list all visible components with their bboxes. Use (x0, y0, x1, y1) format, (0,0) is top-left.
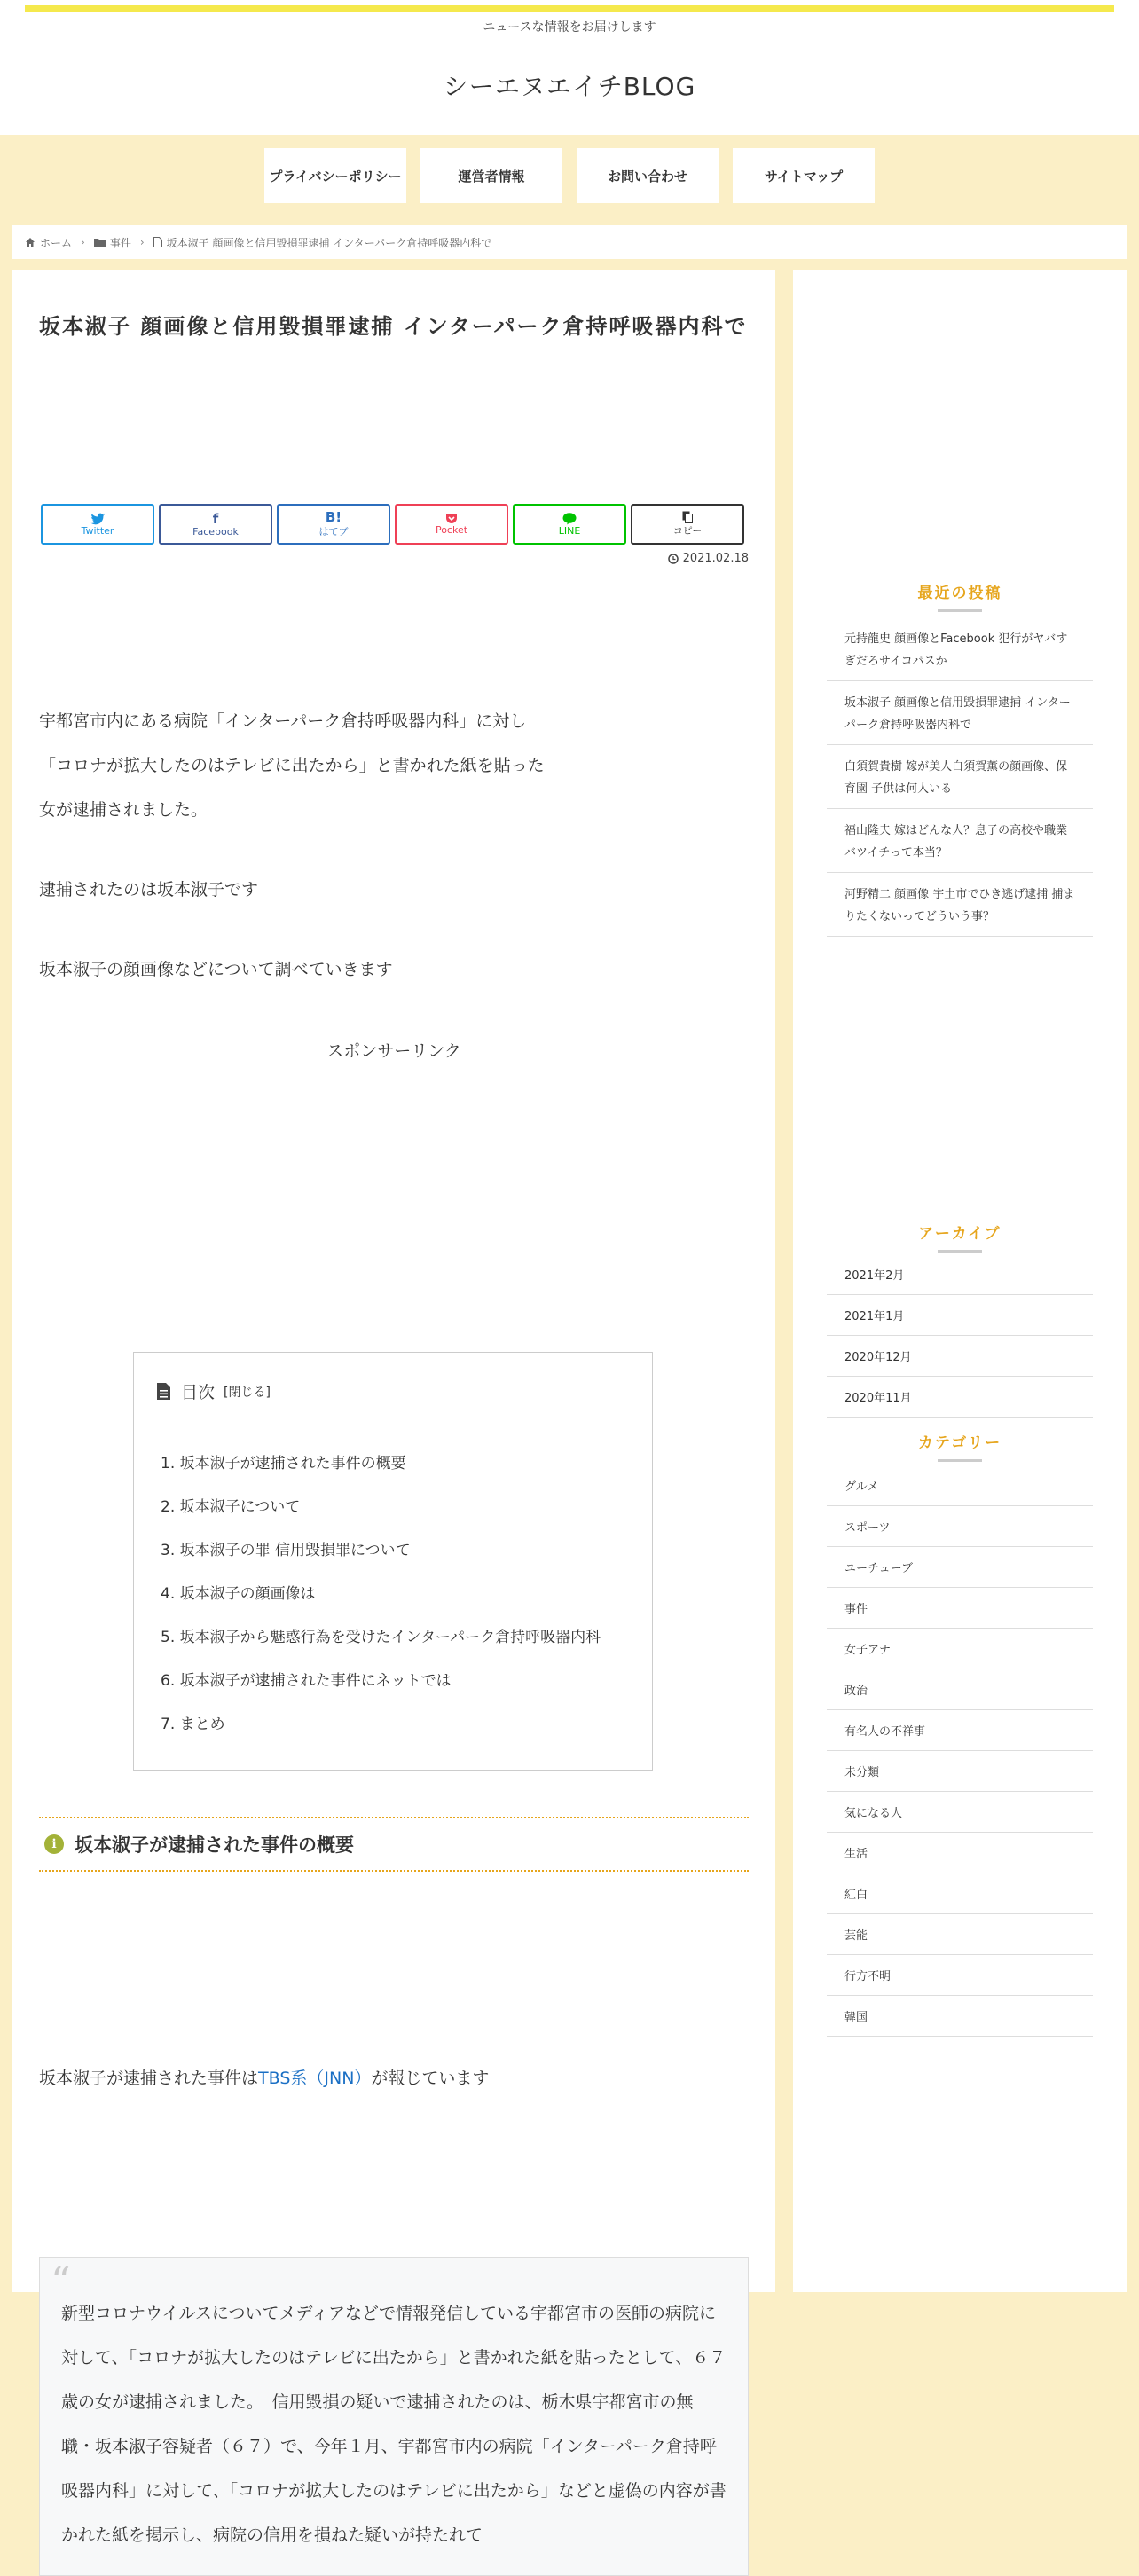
clock-icon (668, 554, 679, 564)
source-line (39, 2065, 749, 2089)
toc-item[interactable]: 3. 坂本淑子の罪 信用毀損罪について (161, 1542, 411, 1559)
category-item[interactable]: スポーツ (827, 1506, 1093, 1547)
category-item[interactable]: グルメ (827, 1465, 1093, 1506)
recent-posts-title-text: 最近の投稿 (917, 585, 1002, 602)
breadcrumb-category[interactable]: 事件 (109, 236, 131, 249)
archive-item[interactable]: 2021年1月 (827, 1295, 1093, 1336)
toc-item[interactable]: 5. 坂本淑子から魅惑行為を受けたインターパーク倉持呼吸器内科 (161, 1629, 601, 1646)
source-link[interactable]: TBS系（JNN） (258, 2069, 372, 2088)
category-item[interactable]: 事件 (827, 1588, 1093, 1629)
archive-item[interactable]: 2020年12月 (827, 1336, 1093, 1377)
breadcrumb (12, 225, 1127, 259)
info-icon: i (44, 1834, 64, 1854)
pocket-icon (445, 513, 458, 524)
share-facebook-button[interactable] (159, 504, 272, 545)
share-hatena-label: はてブ (318, 526, 349, 538)
share-twitter-button[interactable] (41, 504, 154, 545)
share-line-button[interactable] (513, 504, 626, 545)
nav-sitemap[interactable]: サイトマップ (733, 148, 875, 203)
chevron-right-icon: › (81, 236, 85, 248)
blockquote (39, 2257, 749, 2576)
category-item[interactable]: 女子アナ (827, 1629, 1093, 1669)
facebook-icon: f (212, 510, 219, 527)
category-title (793, 1430, 1127, 1462)
body-paragraph: 女が逮捕されました。 (39, 800, 208, 820)
category-item[interactable]: 政治 (827, 1669, 1093, 1710)
recent-post-item[interactable]: 福山隆夫 嫁はどんな人？息子の高校や職業バツイチって本当？ (827, 814, 1093, 873)
category-item[interactable]: 紅白 (827, 1873, 1093, 1914)
section-heading-text: 坂本淑子が逮捕された事件の概要 (75, 1834, 354, 1856)
line-icon (562, 513, 577, 525)
breadcrumb-home[interactable]: ホーム (40, 236, 73, 249)
nav-operator-info[interactable]: 運営者情報 (420, 148, 562, 203)
body-paragraph: 「コロナが拡大したのはテレビに出たから」と書かれた紙を貼った (39, 756, 545, 775)
recent-post-item[interactable]: 坂本淑子 顔画像と信用毀損罪逮捕 インターパーク倉持呼吸器内科で (827, 687, 1093, 745)
folder-icon (94, 238, 106, 247)
document-icon (157, 1383, 170, 1400)
quote-text: 新型コロナウイルスについてメディアなどで情報発信している宇都宮市の医師の病院に対して、「コロナが拡大したのはテレビに出たから」と書かれた紙を貼ったとして、６７歳の女が逮捕されました。 信用毀損の疑いで逮捕されたのは、栃木県宇都宮市の無職・坂本淑子容疑者（６７）で、今年１月、宇都宮市内の病院「インターパーク倉持呼吸器内科」に対して、「コロナが拡大したのはテレビに出たから」などと虚偽の内容が書かれた紙を掲示し、病院の信用を損ねた疑いが持たれて (61, 2304, 727, 2545)
toc-toggle-button[interactable]: [閉じる] (224, 1385, 271, 1400)
title-underline (938, 1459, 982, 1462)
category-item[interactable]: 韓国 (827, 1996, 1093, 2037)
share-pocket-button[interactable] (395, 504, 508, 545)
home-icon (25, 237, 35, 247)
body-paragraph: 逮捕されたのは坂本淑子です (39, 880, 259, 899)
title-underline (938, 609, 982, 612)
site-title-link[interactable]: シーエヌエイチBLOG (443, 72, 696, 101)
share-line-label: LINE (558, 524, 581, 537)
category-item[interactable]: 未分類 (827, 1751, 1093, 1792)
recent-posts-title (793, 580, 1127, 612)
section-heading (39, 1817, 749, 1872)
category-item[interactable]: 生活 (827, 1833, 1093, 1873)
category-item[interactable]: 芸能 (827, 1914, 1093, 1955)
toc-item[interactable]: 7. まとめ (161, 1716, 225, 1733)
toc-item[interactable]: 2. 坂本淑子について (161, 1498, 301, 1516)
breadcrumb-current: 坂本淑子 顔画像と信用毀損罪逮捕 インターパーク倉持呼吸器内科で (166, 236, 492, 249)
copy-icon (682, 511, 693, 523)
nav-contact[interactable]: お問い合わせ (577, 148, 719, 203)
body-paragraph: 坂本淑子の顔画像などについて調べていきます (39, 960, 393, 979)
archive-item[interactable]: 2020年11月 (827, 1377, 1093, 1418)
body-paragraph: 宇都宮市内にある病院「インターパーク倉持呼吸器内科」に対し (39, 711, 527, 731)
share-copy-label: コピー (672, 525, 703, 537)
toc-title: 目次 (181, 1383, 216, 1402)
toc-item[interactable]: 6. 坂本淑子が逮捕された事件にネットでは (161, 1672, 452, 1690)
title-underline (938, 1250, 982, 1253)
site-tagline: ニュースな情報をお届けします (483, 20, 656, 35)
site-header (0, 0, 1139, 135)
twitter-icon (90, 513, 105, 525)
recent-post-item[interactable]: 河野精二 顔画像 宇土市でひき逃げ逮捕 捕まりたくないってどういう事？ (827, 878, 1093, 937)
recent-post-item[interactable]: 元持龍史 顔画像とFacebook 犯行がヤバすぎだろサイコパスか (827, 623, 1093, 681)
category-item[interactable]: 気になる人 (827, 1792, 1093, 1833)
nav-privacy-policy[interactable]: プライバシーポリシー (264, 148, 406, 203)
source-prefix: 坂本淑子が逮捕された事件は (39, 2069, 259, 2088)
header-accent-line (25, 5, 1114, 12)
share-copy-button[interactable] (631, 504, 744, 545)
source-suffix: が報じています (371, 2069, 490, 2088)
post-date-text: 2021.02.18 (682, 552, 749, 565)
archive-title-text: アーカイブ (918, 1225, 1002, 1243)
global-nav (0, 135, 1139, 224)
hatena-icon: B! (325, 509, 342, 525)
share-pocket-label: Pocket (435, 524, 468, 536)
quote-mark-icon: “ (51, 2259, 71, 2305)
table-of-contents (133, 1352, 653, 1771)
chevron-right-icon: › (139, 236, 145, 248)
share-facebook-label: Facebook (192, 525, 239, 538)
recent-post-item[interactable]: 白須賀貴樹 嫁が美人白須賀薫の顔画像、保育園 子供は何人いる (827, 750, 1093, 809)
sidebar (793, 270, 1127, 2292)
category-item[interactable]: 有名人の不祥事 (827, 1710, 1093, 1751)
main-content (12, 270, 775, 2545)
toc-item[interactable]: 1. 坂本淑子が逮捕された事件の概要 (161, 1455, 406, 1473)
share-buttons (41, 504, 759, 545)
toc-header (157, 1379, 271, 1403)
archive-item[interactable]: 2021年2月 (827, 1254, 1093, 1295)
category-item[interactable]: 行方不明 (827, 1955, 1093, 1996)
file-icon (153, 237, 162, 247)
category-title-text: カテゴリー (917, 1434, 1002, 1452)
archive-title (793, 1221, 1127, 1253)
article-title: 坂本淑子 顔画像と信用毀損罪逮捕 インターパーク倉持呼吸器内科で (39, 314, 748, 339)
sponsored-link-label: スポンサーリンク (326, 1041, 461, 1061)
category-item[interactable]: ユーチューブ (827, 1547, 1093, 1588)
toc-item[interactable]: 4. 坂本淑子の顔画像は (161, 1585, 316, 1603)
share-hatena-button[interactable] (277, 504, 390, 545)
share-twitter-label: Twitter (81, 524, 114, 537)
post-date (633, 552, 749, 565)
